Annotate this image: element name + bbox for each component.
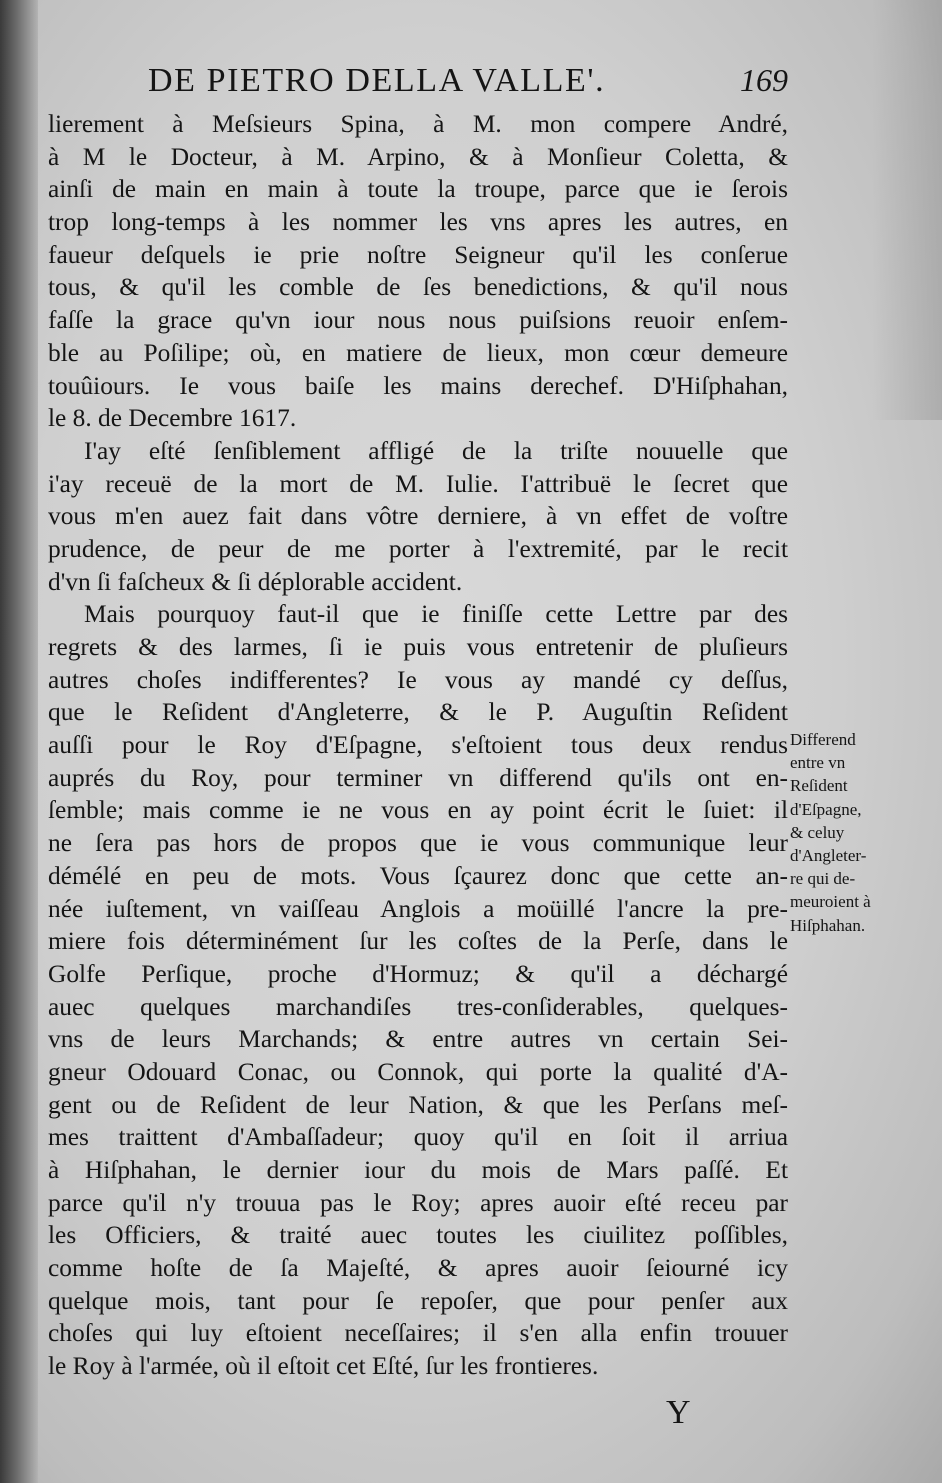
text-line: comme hoſte de ſa Majeſté, & apres auoir ſeiourné icy (48, 1254, 788, 1283)
paragraph-start: I'ay eſté ſenſiblement affligé de la triſte nouuelle que (84, 436, 788, 465)
text-line: tous, & qu'il les comble de ſes benedictions, & qu'il nous (48, 273, 788, 302)
binding-gutter (0, 0, 38, 1483)
page-number: 169 (740, 62, 788, 98)
margin-note-line: d'Angleter- (790, 846, 867, 866)
text-line: que le Reſident d'Angleterre, & le P. Auguſtin Reſident (48, 698, 788, 727)
text-line: gneur Odouard Conac, ou Connok, qui porte la qualité d'A- (48, 1057, 788, 1086)
text-line: prudence, de peur de me porter à l'extremité, par le recit (48, 534, 788, 563)
margin-note-line: Differend (790, 730, 856, 749)
text-line: lierement à Meſsieurs Spina, à M. mon compere André, (48, 110, 788, 138)
running-head: DE PIETRO DELLA VALLE'. (148, 62, 606, 99)
text-line: trop long-temps à les nommer les vns apres les autres, en (48, 208, 788, 237)
margin-note-line: & celuy (790, 822, 845, 842)
text-line: à M le Docteur, à M. Arpino, & à Monſieur Coletta, & (48, 142, 788, 171)
text-line: le 8. de Decembre 1617. (48, 404, 297, 433)
margin-note-line: entre vn (790, 753, 846, 773)
signature-mark: Y (666, 1394, 691, 1431)
text-line: auec quelques marchandiſes tres-conſiderables, quelques- (48, 992, 788, 1021)
text-line: ne ſera pas hors de propos que ie vous communique leur (48, 829, 788, 858)
body-text (48, 108, 788, 1383)
text-line: mes traittent d'Ambaſſadeur; quoy qu'il en ſoit il arriua (48, 1123, 788, 1152)
text-line: quelque mois, tant pour ſe repoſer, que pour penſer aux (48, 1286, 788, 1315)
text-line: parce qu'il n'y trouua pas le Roy; apres auoir eſté receu par (48, 1188, 788, 1217)
margin-note-line: meuroient à (790, 892, 871, 912)
margin-note-line: Reſident (790, 776, 848, 796)
text-line: Golfe Perſique, proche d'Hormuz; & qu'il a déchargé (48, 959, 788, 988)
text-line: auprés du Roy, pour terminer vn differend qu'ils ont en- (48, 763, 788, 792)
page-header (148, 62, 788, 110)
text-line: démélé en peu de mots. Vous ſçaurez donc que cette an- (48, 861, 788, 890)
text-line: le Roy à l'armée, où il eſtoit cet Eſté, ſur les frontieres. (48, 1352, 599, 1381)
text-line: les Officiers, & traité auec toutes les ciuilitez poſſibles, (48, 1221, 788, 1250)
text-line: gent ou de Reſident de leur Nation, & que les Perſans meſ- (48, 1090, 788, 1119)
text-line: vous m'en auez fait dans vôtre derniere, à vn effet de voſtre (48, 502, 788, 531)
text-line: auſſi pour le Roy d'Eſpagne, s'eſtoient tous deux rendus (48, 731, 788, 760)
text-line: autres choſes indifferentes? Ie vous ay mandé cy deſſus, (48, 665, 788, 694)
text-line: à Hiſphahan, le dernier iour du mois de Mars paſſé. Et (48, 1156, 788, 1184)
text-line: ble au Poſilipe; où, en matiere de lieux, mon cœur demeure (48, 338, 788, 367)
show-through-shadow (872, 0, 942, 420)
text-line: d'vn ſi faſcheux & ſi déplorable accident. (48, 567, 463, 596)
text-line: née iuſtement, vn vaiſſeau Anglois a moüillé l'ancre la pre- (48, 894, 788, 923)
margin-note-line: Hiſphahan. (790, 915, 866, 935)
text-line: ſemble; mais comme ie ne vous en ay point écrit le ſuiet: il (48, 796, 788, 825)
text-line: regrets & des larmes, ſi ie puis vous entretenir de pluſieurs (48, 633, 788, 661)
margin-note-line: d'Eſpagne, (790, 799, 862, 819)
margin-note-line: re qui de- (790, 869, 856, 889)
text-line: miere fois déterminément ſur les coſtes de la Perſe, dans le (48, 927, 788, 956)
text-line: touûiours. Ie vous baiſe les mains derechef. D'Hiſphahan, (48, 371, 788, 400)
text-line: choſes qui luy eſtoient neceſſaires; il s'en alla enfin trouuer (48, 1319, 788, 1348)
text-line: faſſe la grace qu'vn iour nous nous puiſsions reuoir enſem- (48, 306, 788, 335)
text-line: vns de leurs Marchands; & entre autres vn certain Sei- (48, 1025, 788, 1054)
margin-note (790, 728, 930, 937)
paragraph-start: Mais pourquoy faut-il que ie finiſſe cette Lettre par des (84, 600, 788, 629)
text-line: ainſi de main en main à toute la troupe, parce que ie ſerois (48, 175, 788, 204)
text-line: faueur deſquels ie prie noſtre Seigneur qu'il les conſerue (48, 240, 788, 269)
text-line: i'ay receuë de la mort de M. Iulie. I'attribuë le ſecret que (48, 469, 788, 498)
